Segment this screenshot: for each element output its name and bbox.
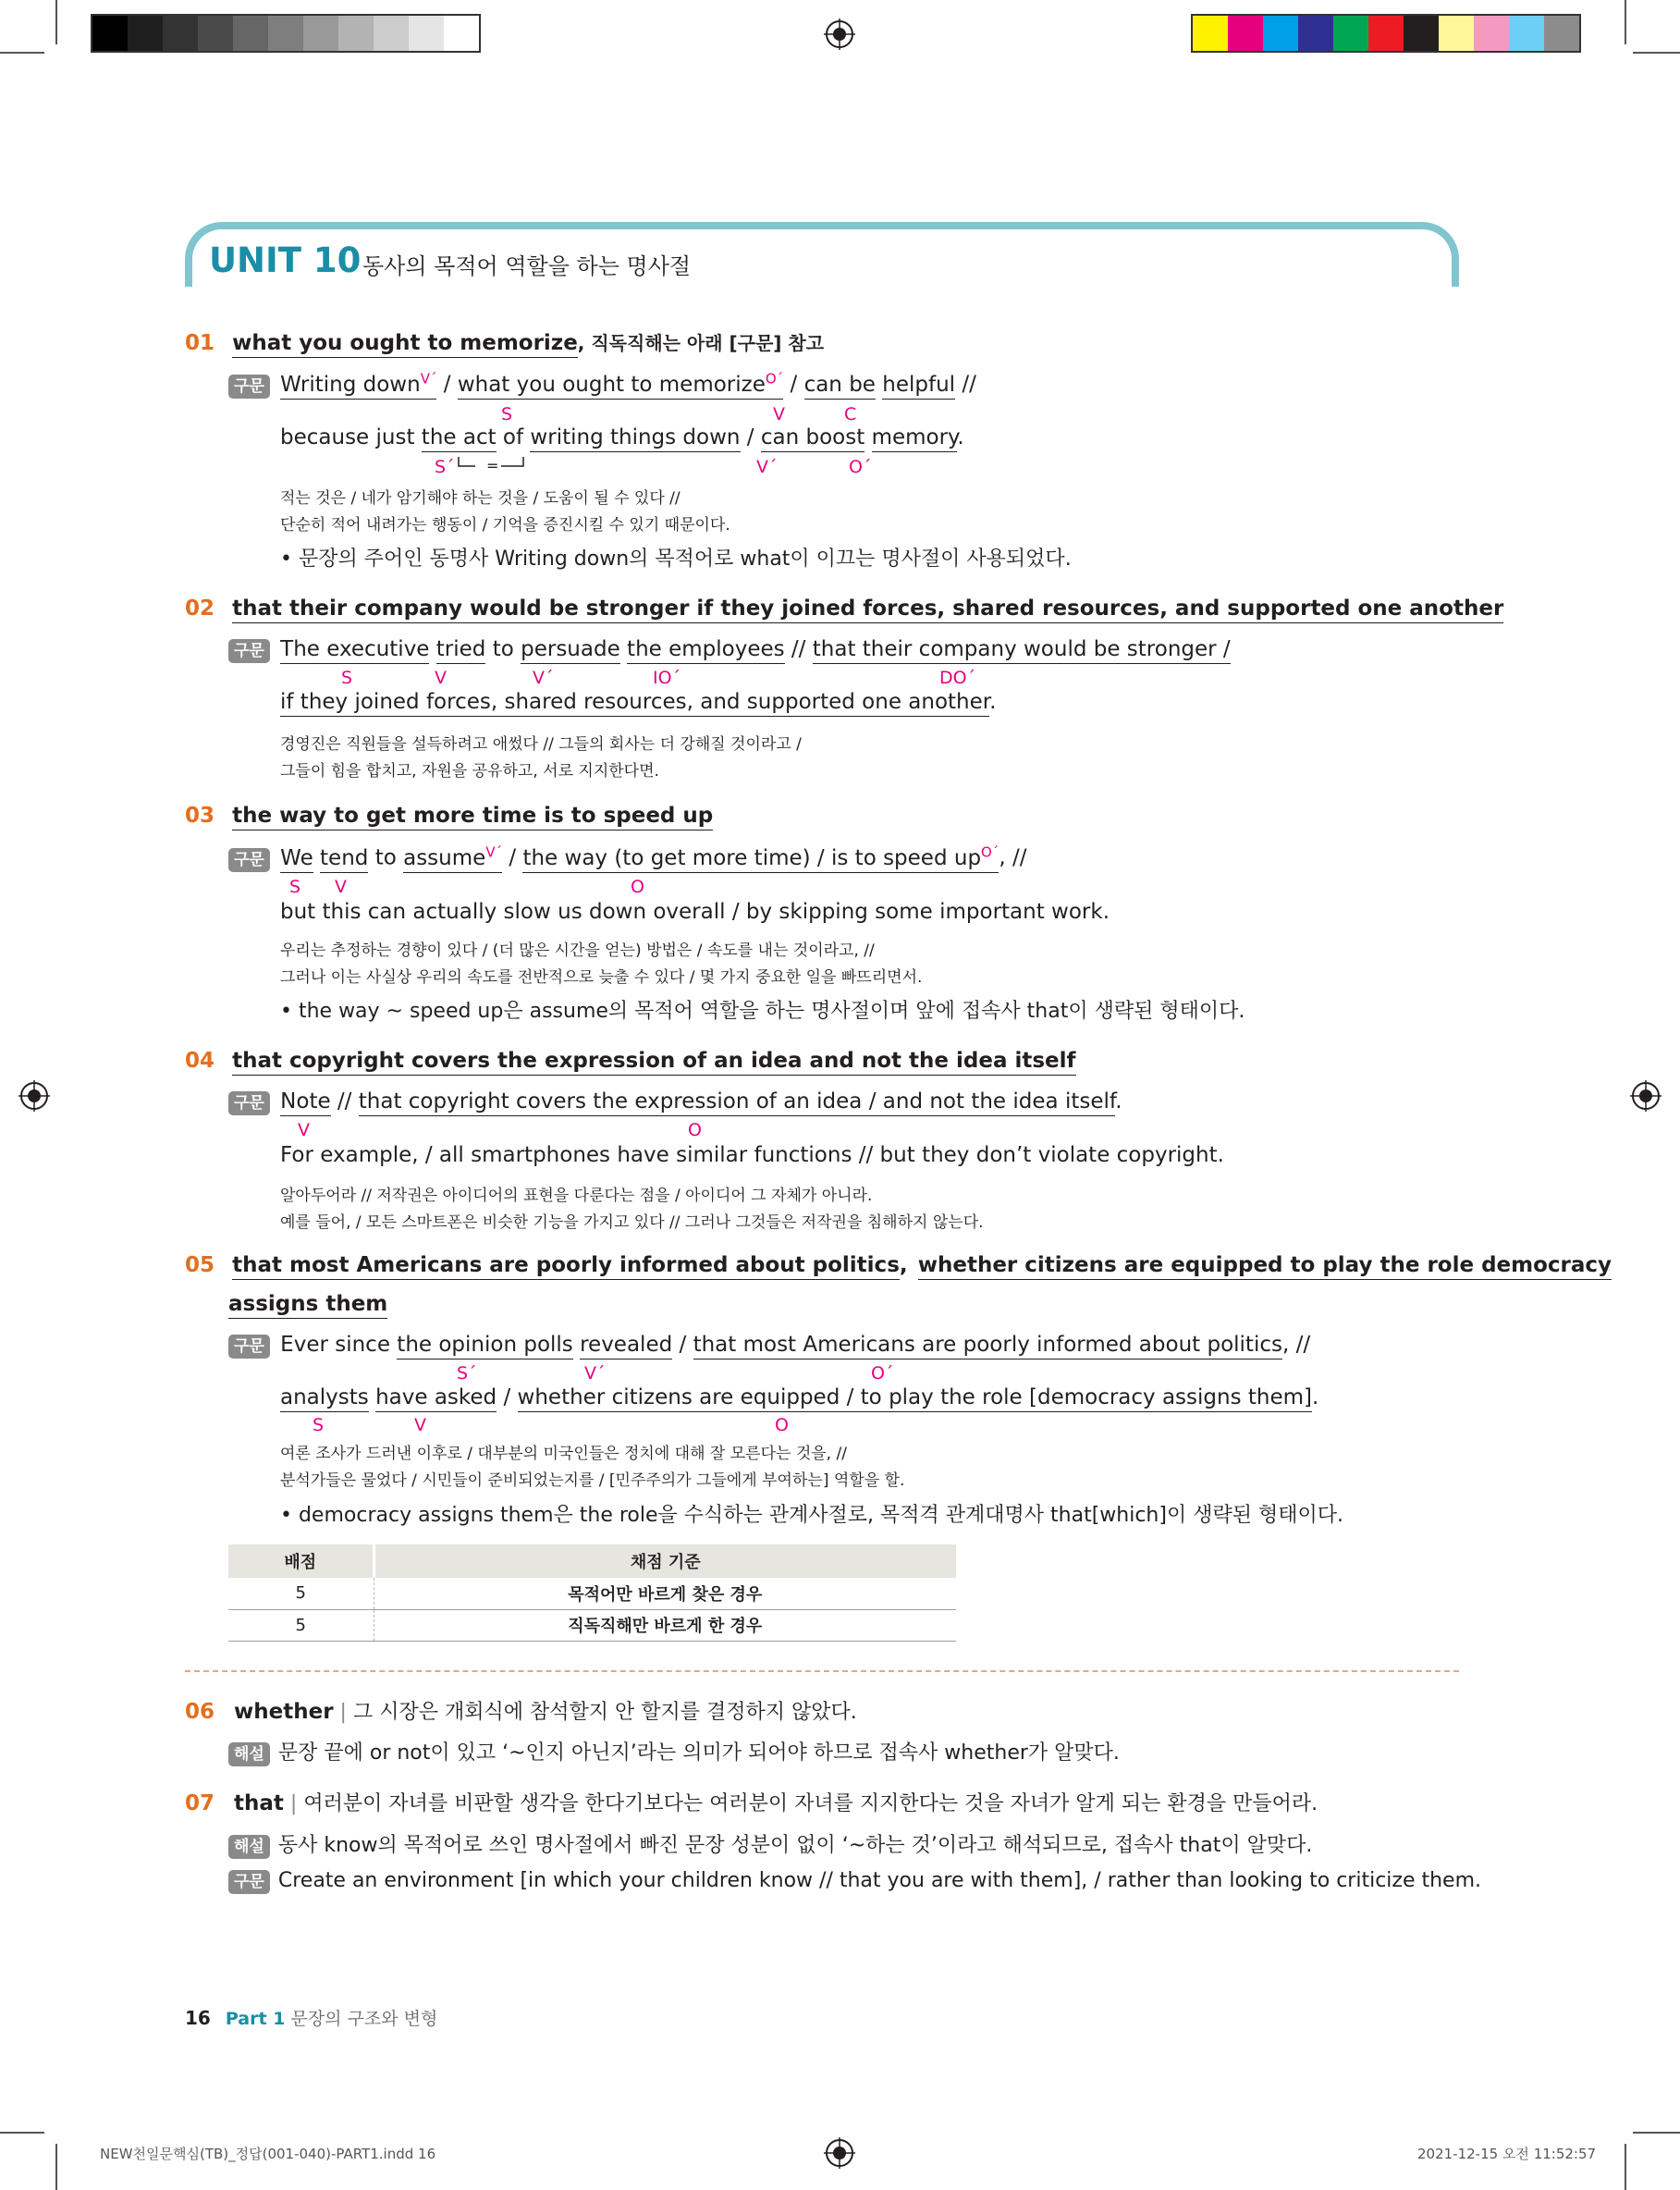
label-s: S (313, 1415, 325, 1435)
phrase: the employees (627, 637, 785, 664)
item-01-gumun-line-2: because just the act of writing things down / can boost memory. (280, 425, 964, 449)
phrase: the act (422, 425, 497, 452)
phrase: The executive (280, 637, 429, 664)
item-07-gumun (228, 1869, 1481, 1894)
table-row (228, 1609, 956, 1641)
label-io: IO´ (653, 668, 681, 688)
page-number: 16 (185, 2007, 211, 2029)
part-title: 문장의 구조와 변형 (290, 2009, 438, 2029)
label-do: DO´ (939, 668, 976, 688)
separator: // (955, 372, 976, 397)
phrase: that most Americans are poorly informed about politics (693, 1333, 1282, 1360)
gumun-text: Create an environment [in which your children know // that you are with them], / rather than looking to criticize them. (277, 1869, 1482, 1892)
phrase: what you ought to memorize$^{O´}$ (458, 373, 783, 400)
section-divider (185, 1670, 1459, 1672)
answer: that their company would be stronger if they joined forces, shared resources, and supported one another (232, 597, 1503, 623)
answer-note: , 직독직해는 아래 [구문] 참고 (577, 332, 825, 354)
haeseol-tag: 해설 (228, 1835, 270, 1859)
item-number: 01 (185, 331, 215, 355)
item-05-header-cont (228, 1292, 387, 1316)
phrase: We (280, 846, 313, 873)
item-03-gumun-line-2: but this can actually slow us down overall / by skipping some important work. (280, 900, 1110, 924)
item-01-header (185, 328, 824, 355)
label-o: O (631, 877, 644, 897)
item-02-header (185, 597, 1503, 621)
grammar-note: • the way ~ speed up은 assume의 목적어 역할을 하는 명사절이며 앞에 접속사 that이 생략된 형태이다. (280, 1000, 1245, 1023)
item-03-gumun-line-1: 구문 We tend to assume$^{V´}$ / the way (to get more time) / is to speed $up^{O´}$, // (228, 843, 1026, 872)
score-header: 배점 (228, 1544, 374, 1578)
grammar-note: • democracy assigns them은 the role을 수식하는 관계사절로, 목적격 관계대명사 that[which]이 생략된 형태이다. (280, 1504, 1343, 1527)
korean-translation: 경영진은 직원들을 설득하려고 애썼다 // 그들의 회사는 더 강해질 것이라고 / (280, 735, 802, 754)
item-07-header: 07 that | 여러분이 자녀를 비판할 생각을 한다기보다는 여러분이 자녀를 지지한다는 것을 자녀가 알게 되는 환경을 만들어라. (185, 1791, 1318, 1815)
item-02-gumun-line-2: if they joined forces, shared resources, and supported one another. (280, 690, 996, 714)
answer: whether citizens are equipped to play the role democracy (918, 1253, 1612, 1280)
phrase: Note (280, 1089, 330, 1116)
label-o: O´ (871, 1363, 894, 1384)
label-v: V (435, 668, 447, 688)
separator: / (436, 372, 458, 397)
label-o: O´ (849, 457, 872, 477)
answer: assigns them (228, 1292, 387, 1319)
item-06-explanation (228, 1737, 1120, 1766)
score-cell: 5 (228, 1609, 374, 1641)
grayscale-color-bar (91, 14, 481, 53)
label-equal: = (486, 457, 499, 474)
answer: that copyright covers the expression of an idea and not the idea itself (232, 1049, 1075, 1076)
answer: whether (234, 1700, 334, 1724)
item-number: 05 (185, 1253, 215, 1277)
phrase: analysts (280, 1385, 369, 1412)
score-cell: 5 (228, 1578, 374, 1609)
label-v: V (298, 1120, 310, 1140)
registration-mark-icon (824, 18, 855, 50)
korean-translation: 예를 들어, / 모든 스마트폰은 비슷한 기능을 가지고 있다 // 그러나 그것들은 저작권을 침해하지 않는다. (280, 1213, 984, 1232)
slug-file: NEW천일문핵심(TB)_정답(001-040)-PART1.indd 16 (100, 2146, 436, 2162)
phrase: if they joined forces, shared resources, and supported one another (280, 690, 989, 717)
item-01-gumun-line-1 (228, 370, 976, 399)
criteria-header: 채점 기준 (374, 1544, 956, 1578)
phrase: assume$^{V´}$ (403, 846, 502, 873)
item-04-gumun-line-1: 구문 Note // that copyright covers the expression of an idea / and not the idea itself. (228, 1089, 1122, 1115)
answer: that (234, 1791, 284, 1815)
phrase: that copyright covers the expression of an idea / and not the idea itself (359, 1089, 1116, 1116)
item-04-gumun-line-2: For example, / all smartphones have similar functions // but they don’t violate copyright. (280, 1143, 1224, 1167)
label-o: O (775, 1415, 789, 1435)
item-05-gumun-line-2: analysts have asked / whether citizens are equipped / to play the role [democracy assigns them]. (280, 1385, 1318, 1409)
explanation-text: 문장 끝에 or not이 있고 ‘~인지 아닌지’라는 의미가 되어야 하므로 접속사 whether가 알맞다. (277, 1741, 1120, 1765)
phrase: the way (to get more time) / is to speed $up^{O´}$ (522, 846, 999, 873)
label-s: S (501, 404, 513, 424)
korean-translation: 그러나 이는 사실상 우리의 속도를 전반적으로 늦출 수 있다 / 몇 가지 중요한 일을 빠뜨리면서. (280, 968, 923, 987)
scoring-table (228, 1544, 956, 1642)
label-s: S (289, 877, 301, 897)
korean-translation: 분석가들은 물었다 / 시민들이 준비되었는지를 / [민주주의가 그들에게 부여하는] 역할을 할. (280, 1471, 905, 1490)
answer: what you ought to memorize (232, 331, 578, 358)
label-v2: V´ (533, 668, 554, 688)
label-s: S´ (435, 457, 455, 477)
part-label: Part 1 (225, 2009, 286, 2029)
label-s: S (341, 668, 353, 688)
phrase: Writing down$^{V´}$ (280, 373, 436, 400)
grammar-note: • 문장의 주어인 동명사 Writing down의 목적어로 what이 이끄는 명사절이 사용되었다. (280, 548, 1072, 571)
korean-translation: 단순히 적어 내려가는 행동이 / 기억을 증진시킬 수 있기 때문이다. (280, 516, 730, 535)
item-number: 07 (185, 1791, 215, 1815)
process-color-bar (1191, 14, 1581, 53)
gumun-tag: 구문 (228, 1870, 270, 1894)
korean-translation: 알아두어라 // 저작권은 아이디어의 표현을 다룬다는 점을 / 아이디어 그 자체가 아니라. (280, 1187, 873, 1205)
phrase: can boost (761, 425, 865, 452)
label-s: S´ (457, 1363, 477, 1384)
item-02-gumun-line-1: 구문 The executive tried to persuade the employees // that their company would be stronger / (228, 637, 1231, 663)
gumun-tag: 구문 (228, 375, 270, 399)
phrase: tend (320, 846, 368, 873)
page-footer (185, 2005, 437, 2030)
phrase: tried (436, 637, 486, 664)
label-v: V (414, 1415, 426, 1435)
item-07-explanation (228, 1829, 1312, 1859)
phrase: whether citizens are equipped / to play the role [democracy assigns them] (518, 1385, 1312, 1412)
slug-date: 2021-12-15 오전 11:52:57 (1417, 2146, 1597, 2162)
gumun-tag: 구문 (228, 1091, 270, 1115)
phrase: the opinion polls (397, 1333, 572, 1360)
korean-translation: 여론 조사가 드러낸 이후로 / 대부분의 미국인들은 정치에 대해 잘 모른다는 것을, // (280, 1445, 847, 1463)
separator: / (783, 372, 804, 397)
korean-translation: 그들이 힘을 합치고, 자원을 공유하고, 서로 지지한다면. (280, 762, 659, 781)
korean-translation: 적는 것은 / 네가 암기해야 하는 것을 / 도움이 될 수 있다 // (280, 489, 681, 508)
explanation-text: 동사 know의 목적어로 쓰인 명사절에서 빠진 문장 성분이 없이 ‘~하는 것’이라고 해석되므로, 접속사 that이 알맞다. (277, 1834, 1313, 1857)
item-05-header: 05 that most Americans are poorly informed about politics, whether citizens are equipped to play the role democracy (185, 1253, 1612, 1277)
answer: that most Americans are poorly informed about politics (232, 1253, 900, 1280)
gumun-tag: 구문 (228, 639, 270, 663)
unit-subtitle: 동사의 목적어 역할을 하는 명사절 (362, 253, 692, 279)
phrase: revealed (580, 1333, 672, 1360)
phrase: memory (872, 425, 958, 452)
gumun-tag: 구문 (228, 1335, 270, 1359)
item-06-header: 06 whether | 그 시장은 개회식에 참석할지 안 할지를 결정하지 않았다. (185, 1700, 857, 1724)
answer: the way to get more time is to speed up (232, 804, 713, 830)
korean-translation: 우리는 추정하는 경향이 있다 / (더 많은 시간을 얻는) 방법은 / 속도를 내는 것이라고, // (280, 941, 875, 960)
gumun-tag: 구문 (228, 848, 270, 872)
criteria-cell: 직독직해만 바르게 한 경우 (374, 1609, 956, 1641)
label-c: C (844, 404, 857, 424)
phrase: writing things down (530, 425, 740, 452)
phrase: have asked (375, 1385, 497, 1412)
phrase: that their company would be stronger / (813, 637, 1231, 664)
phrase: can be (804, 373, 876, 400)
item-number: 03 (185, 804, 215, 828)
label-o: O (688, 1120, 702, 1140)
haeseol-tag: 해설 (228, 1742, 270, 1766)
item-number: 04 (185, 1049, 215, 1073)
registration-mark-icon (1630, 1080, 1662, 1112)
phrase: persuade (521, 637, 620, 664)
criteria-cell: 목적어만 바르게 찾은 경우 (374, 1578, 956, 1609)
label-v: V´ (584, 1363, 606, 1384)
item-number: 02 (185, 597, 215, 621)
translation: 여러분이 자녀를 비판할 생각을 한다기보다는 여러분이 자녀를 지지한다는 것을 자녀가 알게 되는 환경을 만들어라. (303, 1792, 1318, 1815)
item-04-header (185, 1049, 1076, 1073)
item-03-header (185, 804, 713, 828)
table-row (228, 1578, 956, 1609)
registration-mark-icon (18, 1080, 50, 1112)
item-number: 06 (185, 1700, 215, 1724)
phrase: helpful (882, 373, 955, 400)
translation: 그 시장은 개회식에 참석할지 안 할지를 결정하지 않았다. (352, 1701, 857, 1724)
label-v: V´ (756, 457, 778, 477)
label-v: V (335, 877, 347, 897)
label-v: V (773, 404, 785, 424)
item-05-gumun-line-1: 구문 Ever since the opinion polls revealed / that most Americans are poorly informed about politics, // (228, 1333, 1310, 1359)
unit-label: UNIT 10 (209, 240, 362, 280)
registration-mark-icon (824, 2137, 855, 2169)
